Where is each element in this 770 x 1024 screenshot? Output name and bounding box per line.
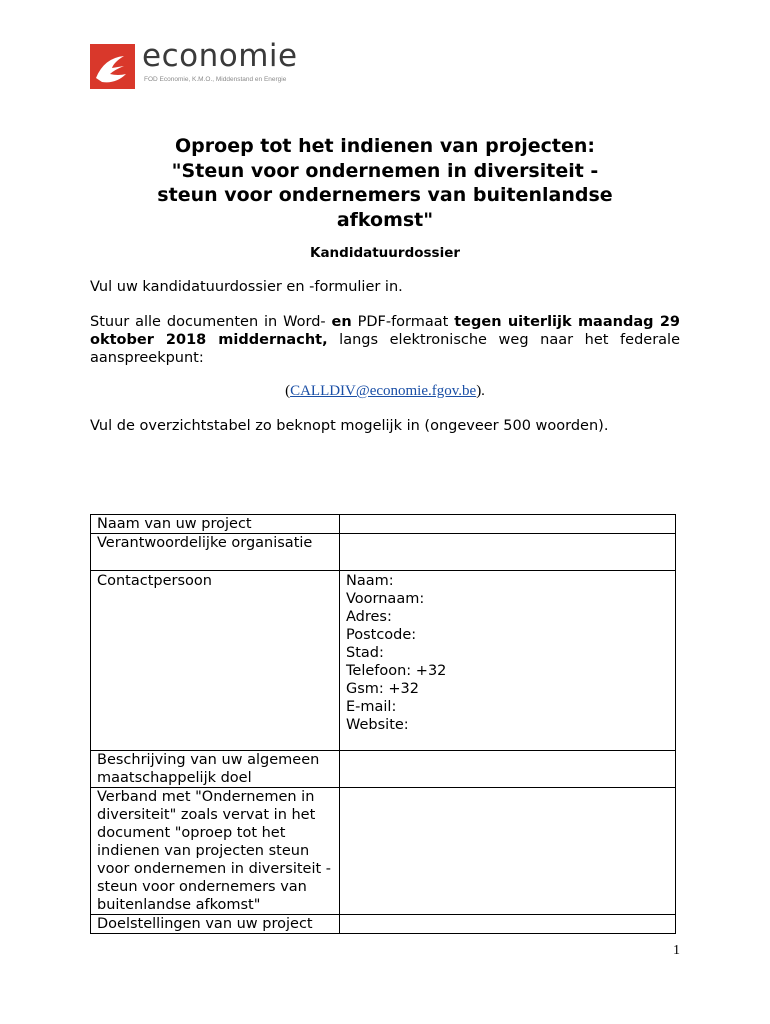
purpose-field[interactable] (340, 751, 676, 788)
row-label: Doelstellingen van uw project (91, 915, 340, 934)
economie-logo (90, 38, 320, 90)
document-subtitle: Kandidatuurdossier (309, 245, 461, 261)
title-line: steun voor ondernemers van buitenlandse (157, 184, 613, 206)
instructions-paragraph (90, 313, 680, 367)
instructions-bold: en (331, 314, 352, 330)
row-label: Contactpersoon (91, 571, 340, 751)
instructions-text: langs elektronische weg naar het federale aanspreekpunt: (90, 332, 680, 366)
title-line: "Steun voor ondernemen in diversiteit - (171, 159, 599, 182)
document-title (90, 134, 680, 232)
contact-line: Adres: (346, 609, 392, 625)
project-name-field[interactable] (340, 515, 676, 534)
instructions-text: Stuur alle documenten in Word- (90, 314, 332, 330)
contact-field[interactable] (340, 571, 676, 751)
table-row (91, 571, 676, 751)
contact-line: Voornaam: (346, 591, 425, 607)
table-row (91, 788, 676, 915)
email-paren: ( (285, 383, 291, 399)
row-label: Verband met "Ondernemen in diversiteit" zoals vervat in het document "oproep tot het indienen van projecten steun voor ondernemen in diversiteit - steun voor ondernemers van buitenlandse afkomst" (91, 788, 340, 915)
relation-field[interactable] (340, 788, 676, 915)
objectives-field[interactable] (340, 915, 676, 934)
row-label: Verantwoordelijke organisatie (91, 534, 340, 571)
logo-wordmark: economie (142, 38, 298, 74)
logo-subtitle: FOD Economie, K.M.O., Middenstand en Energie (144, 76, 287, 83)
contact-line: Stad: (346, 645, 384, 661)
title-line: Oproep tot het indienen van projecten: (175, 135, 595, 157)
row-label: Naam van uw project (91, 515, 340, 534)
page-number: 1 (673, 943, 680, 958)
email-paragraph (90, 382, 680, 400)
table-row (91, 515, 676, 534)
contact-line: Naam: (346, 573, 394, 589)
row-label: Beschrijving van uw algemeen maatschappelijk doel (91, 751, 340, 788)
overview-note: Vul de overzichtstabel zo beknopt mogelijk in (ongeveer 500 woorden). (90, 418, 609, 434)
contact-line: Gsm: +32 (346, 681, 420, 697)
table-row (91, 751, 676, 788)
organisation-field[interactable] (340, 534, 676, 571)
title-line: afkomst" (336, 208, 434, 231)
contact-line: Postcode: (346, 627, 417, 643)
deadline-text: tegen uiterlijk maandag 29 oktober 2018 middernacht, (90, 314, 681, 348)
contact-line: E-mail: (346, 699, 397, 715)
table-row (91, 534, 676, 571)
email-paren: ). (476, 383, 485, 399)
intro-paragraph: Vul uw kandidatuurdossier en -formulier in. (90, 279, 403, 295)
table-row (91, 915, 676, 934)
instructions-text: PDF-formaat (351, 314, 455, 330)
application-table (90, 514, 676, 934)
contact-line: Website: (346, 717, 409, 733)
email-link[interactable]: CALLDIV@economie.fgov.be (290, 383, 477, 399)
logo-mark-icon (90, 44, 135, 89)
contact-line: Telefoon: +32 (346, 663, 447, 679)
